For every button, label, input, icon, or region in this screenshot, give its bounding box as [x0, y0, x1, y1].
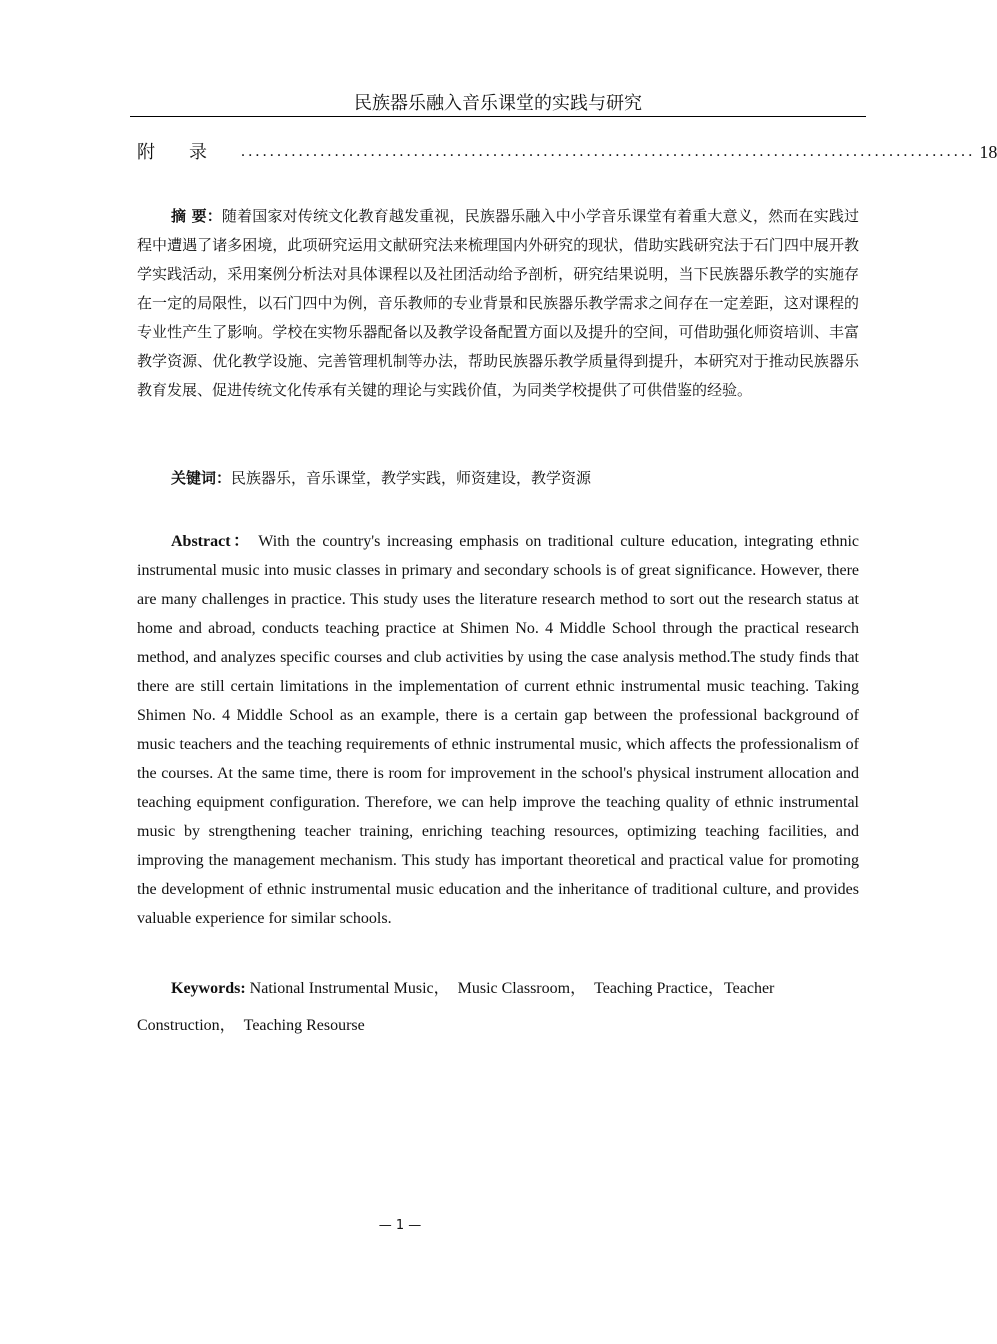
toc-leader-dots: ......................................................................................................	[241, 143, 976, 160]
abstract-cn-text: 随着国家对传统文化教育越发重视，民族器乐融入中小学音乐课堂有着重大意义，然而在实践过程中遭遇了诸多困境，此项研究运用文献研究法来梳理国内外研究的现状，借助实践研究法于石门四中展开教学实践活动，采用案例分析法对具体课程以及社团活动给予剖析，研究结果说明，当下民族器乐教学的实施存在一定的局限性，以石门四中为例，音乐教师的专业背景和民族器乐教学需求之间存在一定差距，这对课程的专业性产生了影响。学校在实物乐器配备以及教学设备配置方面以及提升的空间，可借助强化师资培训、丰富教学资源、优化教学设施、完善管理机制等办法，帮助民族器乐教学质量得到提升，本研究对于推动民族器乐教育发展、促进传统文化传承有关键的理论与实践价值，为同类学校提供了可供借鉴的经验。	[137, 207, 859, 399]
keywords-cn-text: 民族器乐，音乐课堂，教学实践，师资建设，教学资源	[231, 469, 592, 487]
abstract-en	[137, 527, 859, 933]
keywords-cn	[137, 465, 859, 491]
running-header	[130, 92, 866, 117]
abstract-cn-label: 摘 要：	[171, 207, 222, 225]
abstract-en-text: With the country's increasing emphasis on traditional culture education, integrating ethnic instrumental music into music classes in primary and secondary schools is of great significance. However, there are many challenges in practice. This study uses the literature research method to sort out the research status at home and abroad, conducts teaching practice at Shimen No. 4 Middle School through the practical research method, and analyzes specific courses and club activities by using the case analysis method.The study finds that there are still certain limitations in the implementation of current ethnic instrumental music teaching. Taking Shimen No. 4 Middle School as an example, there is a certain gap between the professional background of music teachers and the teaching requirements of ethnic instrumental music, which affects the professionalism of the courses. At the same time, there is room for improvement in the school's physical instrument allocation and teaching equipment configuration. Therefore, we can help improve the teaching quality of ethnic instrumental music by strengthening teacher training, enriching teaching resources, optimizing teaching facilities, and improving the management mechanism. This study has important theoretical and practical value for promoting the development of ethnic instrumental music education and the inheritance of traditional culture, and provides valuable experience for similar schools.	[137, 533, 859, 927]
toc-entry-appendix[interactable]	[137, 138, 997, 164]
keywords-en-text: National Instrumental Music， Music Classroom， Teaching Practice，Teacher Construction， Teaching Resourse	[137, 980, 775, 1034]
toc-entry-label: 附录	[137, 142, 241, 162]
keywords-cn-label: 关键词：	[171, 469, 232, 487]
keywords-en	[137, 970, 859, 1044]
keywords-en-label: Keywords:	[171, 980, 246, 997]
page-number: — 1 —	[378, 1218, 422, 1233]
abstract-cn	[137, 202, 859, 405]
header-title: 民族器乐融入音乐课堂的实践与研究	[354, 93, 642, 113]
abstract-en-label: Abstract：	[171, 533, 252, 550]
toc-entry-page: 18	[979, 142, 997, 162]
